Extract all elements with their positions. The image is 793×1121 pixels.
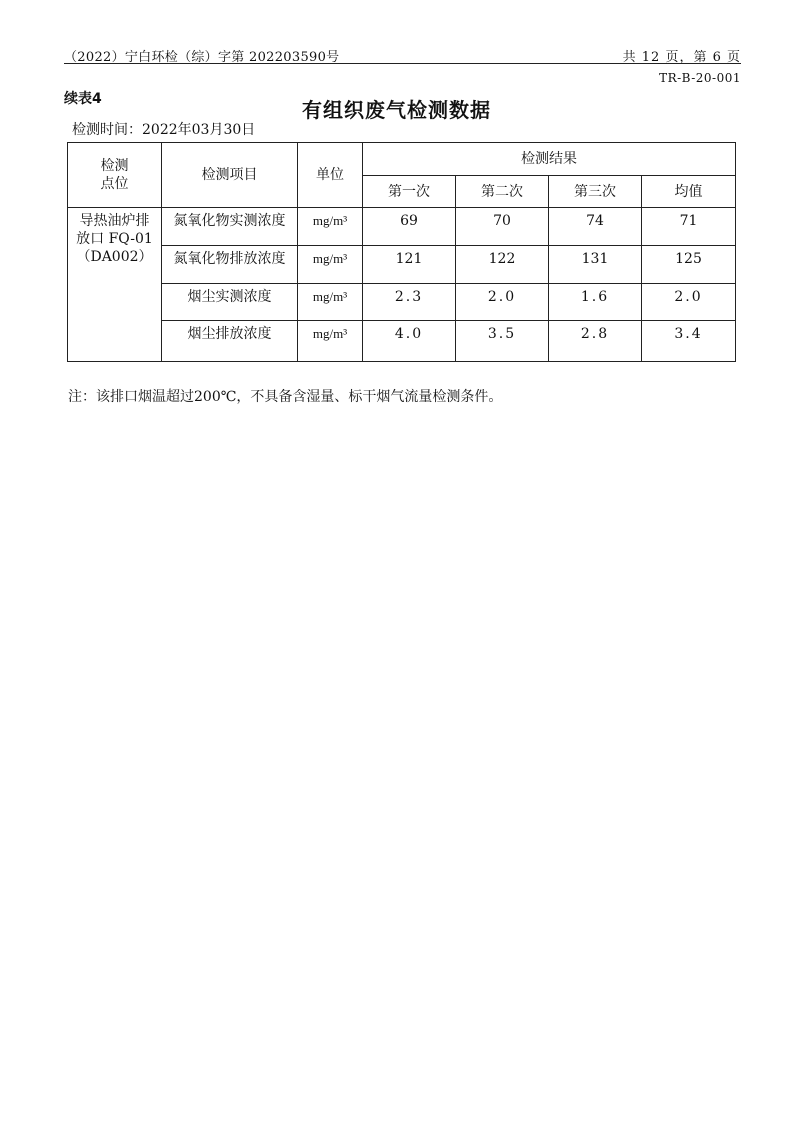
- row-value: 131: [549, 246, 642, 284]
- sampling-point: 导热油炉排 放口 FQ-01 （DA002）: [68, 208, 162, 362]
- row-value: 74: [549, 208, 642, 246]
- emission-data-table: [67, 142, 736, 362]
- document-code: TR-B-20-001: [659, 71, 741, 85]
- header-run-1: 第一次: [363, 176, 456, 208]
- header-point: 检测 点位: [68, 143, 162, 208]
- footnote: 注：该排口烟温超过200℃，不具备含湿量、标干烟气流量检测条件。: [68, 389, 503, 405]
- row-value: 2.0: [642, 284, 736, 321]
- row-item: 氮氧化物排放浓度: [162, 246, 298, 284]
- table-number: 续表4: [64, 91, 102, 107]
- table-row: [68, 321, 736, 362]
- page-info: 共 12 页，第 6 页: [622, 50, 741, 65]
- row-value: 71: [642, 208, 736, 246]
- header-item: 检测项目: [162, 143, 298, 208]
- header-run-3: 第三次: [549, 176, 642, 208]
- row-value: 3.5: [456, 321, 549, 362]
- header-unit: 单位: [298, 143, 363, 208]
- row-value: 2.0: [456, 284, 549, 321]
- row-item: 氮氧化物实测浓度: [162, 208, 298, 246]
- row-item: 烟尘排放浓度: [162, 321, 298, 362]
- row-value: 2.8: [549, 321, 642, 362]
- table-row: [68, 284, 736, 321]
- row-unit: mg/m³: [298, 208, 363, 246]
- row-value: 2.3: [363, 284, 456, 321]
- row-unit: mg/m³: [298, 321, 363, 362]
- row-unit: mg/m³: [298, 246, 363, 284]
- row-value: 1.6: [549, 284, 642, 321]
- page-title: 有组织废气检测数据: [302, 98, 491, 122]
- table-row: [68, 246, 736, 284]
- header-results: 检测结果: [363, 143, 736, 176]
- header-average: 均值: [642, 176, 736, 208]
- row-value: 121: [363, 246, 456, 284]
- row-item: 烟尘实测浓度: [162, 284, 298, 321]
- row-value: 4.0: [363, 321, 456, 362]
- report-number: （2022）宁白环检（综）字第 202203590号: [64, 50, 340, 65]
- header-run-2: 第二次: [456, 176, 549, 208]
- row-value: 125: [642, 246, 736, 284]
- row-value: 3.4: [642, 321, 736, 362]
- row-value: 70: [456, 208, 549, 246]
- row-value: 69: [363, 208, 456, 246]
- row-unit: mg/m³: [298, 284, 363, 321]
- header-divider: [64, 63, 741, 64]
- table-row: [68, 208, 736, 246]
- row-value: 122: [456, 246, 549, 284]
- test-date: 检测时间：2022年03月30日: [72, 122, 256, 138]
